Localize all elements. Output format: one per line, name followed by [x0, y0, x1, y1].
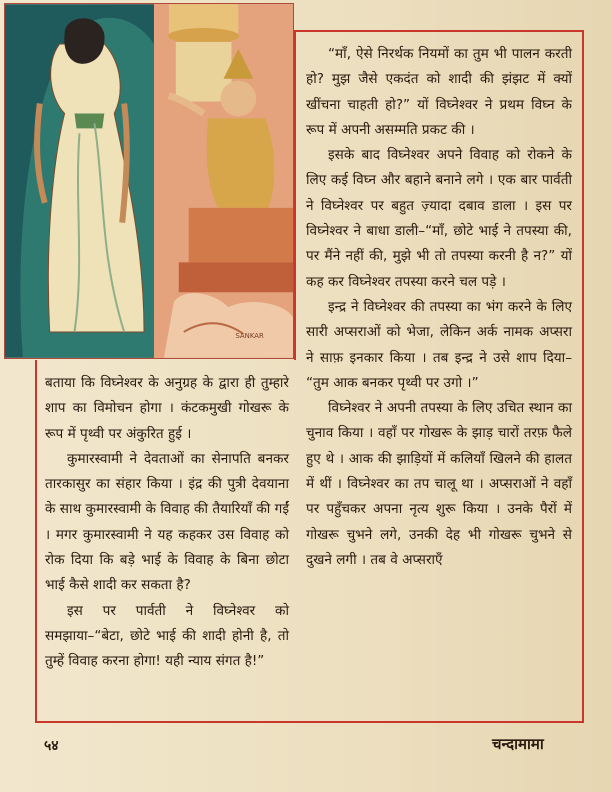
paragraph: इस पर पार्वती ने विघ्नेश्वर को समझाया–“बेटा, छोटे भाई की शादी होनी है, तो तुम्हें विवाह करना होगा! यही न्याय संगत है!”	[45, 602, 289, 670]
magazine-title: चन्दामामा	[492, 735, 544, 753]
border-left-lower	[35, 360, 37, 722]
paragraph: बताया कि विघ्नेश्वर के अनुग्रह के द्वारा ही तुम्हारे शाप का विमोचन होगा । कंटकमुखी गोखरू के रूप में पृथ्वी पर अंकुरित हुई ।	[45, 375, 289, 442]
border-bottom	[35, 721, 584, 723]
paragraph: “माँ, ऐसे निरर्थक नियमों का तुम भी पालन करती हो? मुझ जैसे एकदंत को शादी की झंझट में क्यों खींचना चाहती हो?” यों विघ्नेश्वर ने प्रथम विघ्न के रूप में अपनी असम्मति प्रकट की ।	[306, 46, 572, 138]
story-illustration	[4, 3, 294, 359]
border-right	[582, 30, 584, 722]
paragraph: इन्द्र ने विघ्नेश्वर की तपस्या का भंग करने के लिए सारी अप्सराओं को भेजा, लेकिन अर्क नामक अप्सरा ने साफ़ इनकार किया । तब इन्द्र ने उसे शाप दिया– “तुम आक बनकर पृथ्वी पर उगो ।”	[306, 298, 572, 391]
paragraph: कुमारस्वामी ने देवताओं का सेनापति बनकर तारकासुर का संहार किया । इंद्र की पुत्री देवयाना के साथ कुमारस्वामी के विवाह की तैयारियाँ की गईं । मगर कुमारस्वामी ने यह कहकर उस विवाह को रोक दिया कि बड़े भाई के विवाह के बिना छोटा भाई कैसे शादी कर सकता है?	[45, 450, 289, 594]
border-top	[294, 30, 584, 32]
artist-signature: SANKAR	[235, 331, 264, 340]
right-text-column	[306, 42, 572, 573]
left-text-column	[45, 371, 289, 675]
page-number: ५४	[44, 738, 59, 754]
paragraph: इसके बाद विघ्नेश्वर अपने विवाह को रोकने के लिए कई विघ्न और बहाने बनाने लगे । एक बार पार्वती ने विघ्नेश्वर पर बहुत ज़्यादा दबाव डाला । इस पर विघ्नेश्वर ने बाधा डाली–“माँ, छोटे भाई ने तपस्या की, पर मैंने नहीं की, मुझे भी तो तपस्या करनी है न?” यों कह कर विघ्नेश्वर तपस्या करने चल पड़े ।	[306, 147, 572, 290]
paragraph: विघ्नेश्वर ने अपनी तपस्या के लिए उचित स्थान का चुनाव किया । वहाँ पर गोखरू के झाड़ चारों तरफ़ फैले हुए थे । आक की झाड़ियों में कलियाँ खिलने की हालत में थीं । विघ्नेश्वर का तप चालू था । अप्सराओं ने वहाँ पर पहुँचकर अपना नृत्य शुरू किया । उनके पैरों में गोखरू चुभने लगे, उनकी देह भी गोखरू चुभने से दुखने लगी । तब वे अप्सराएँ	[306, 400, 572, 568]
illustration-art	[5, 4, 293, 358]
border-left-upper	[294, 30, 296, 360]
